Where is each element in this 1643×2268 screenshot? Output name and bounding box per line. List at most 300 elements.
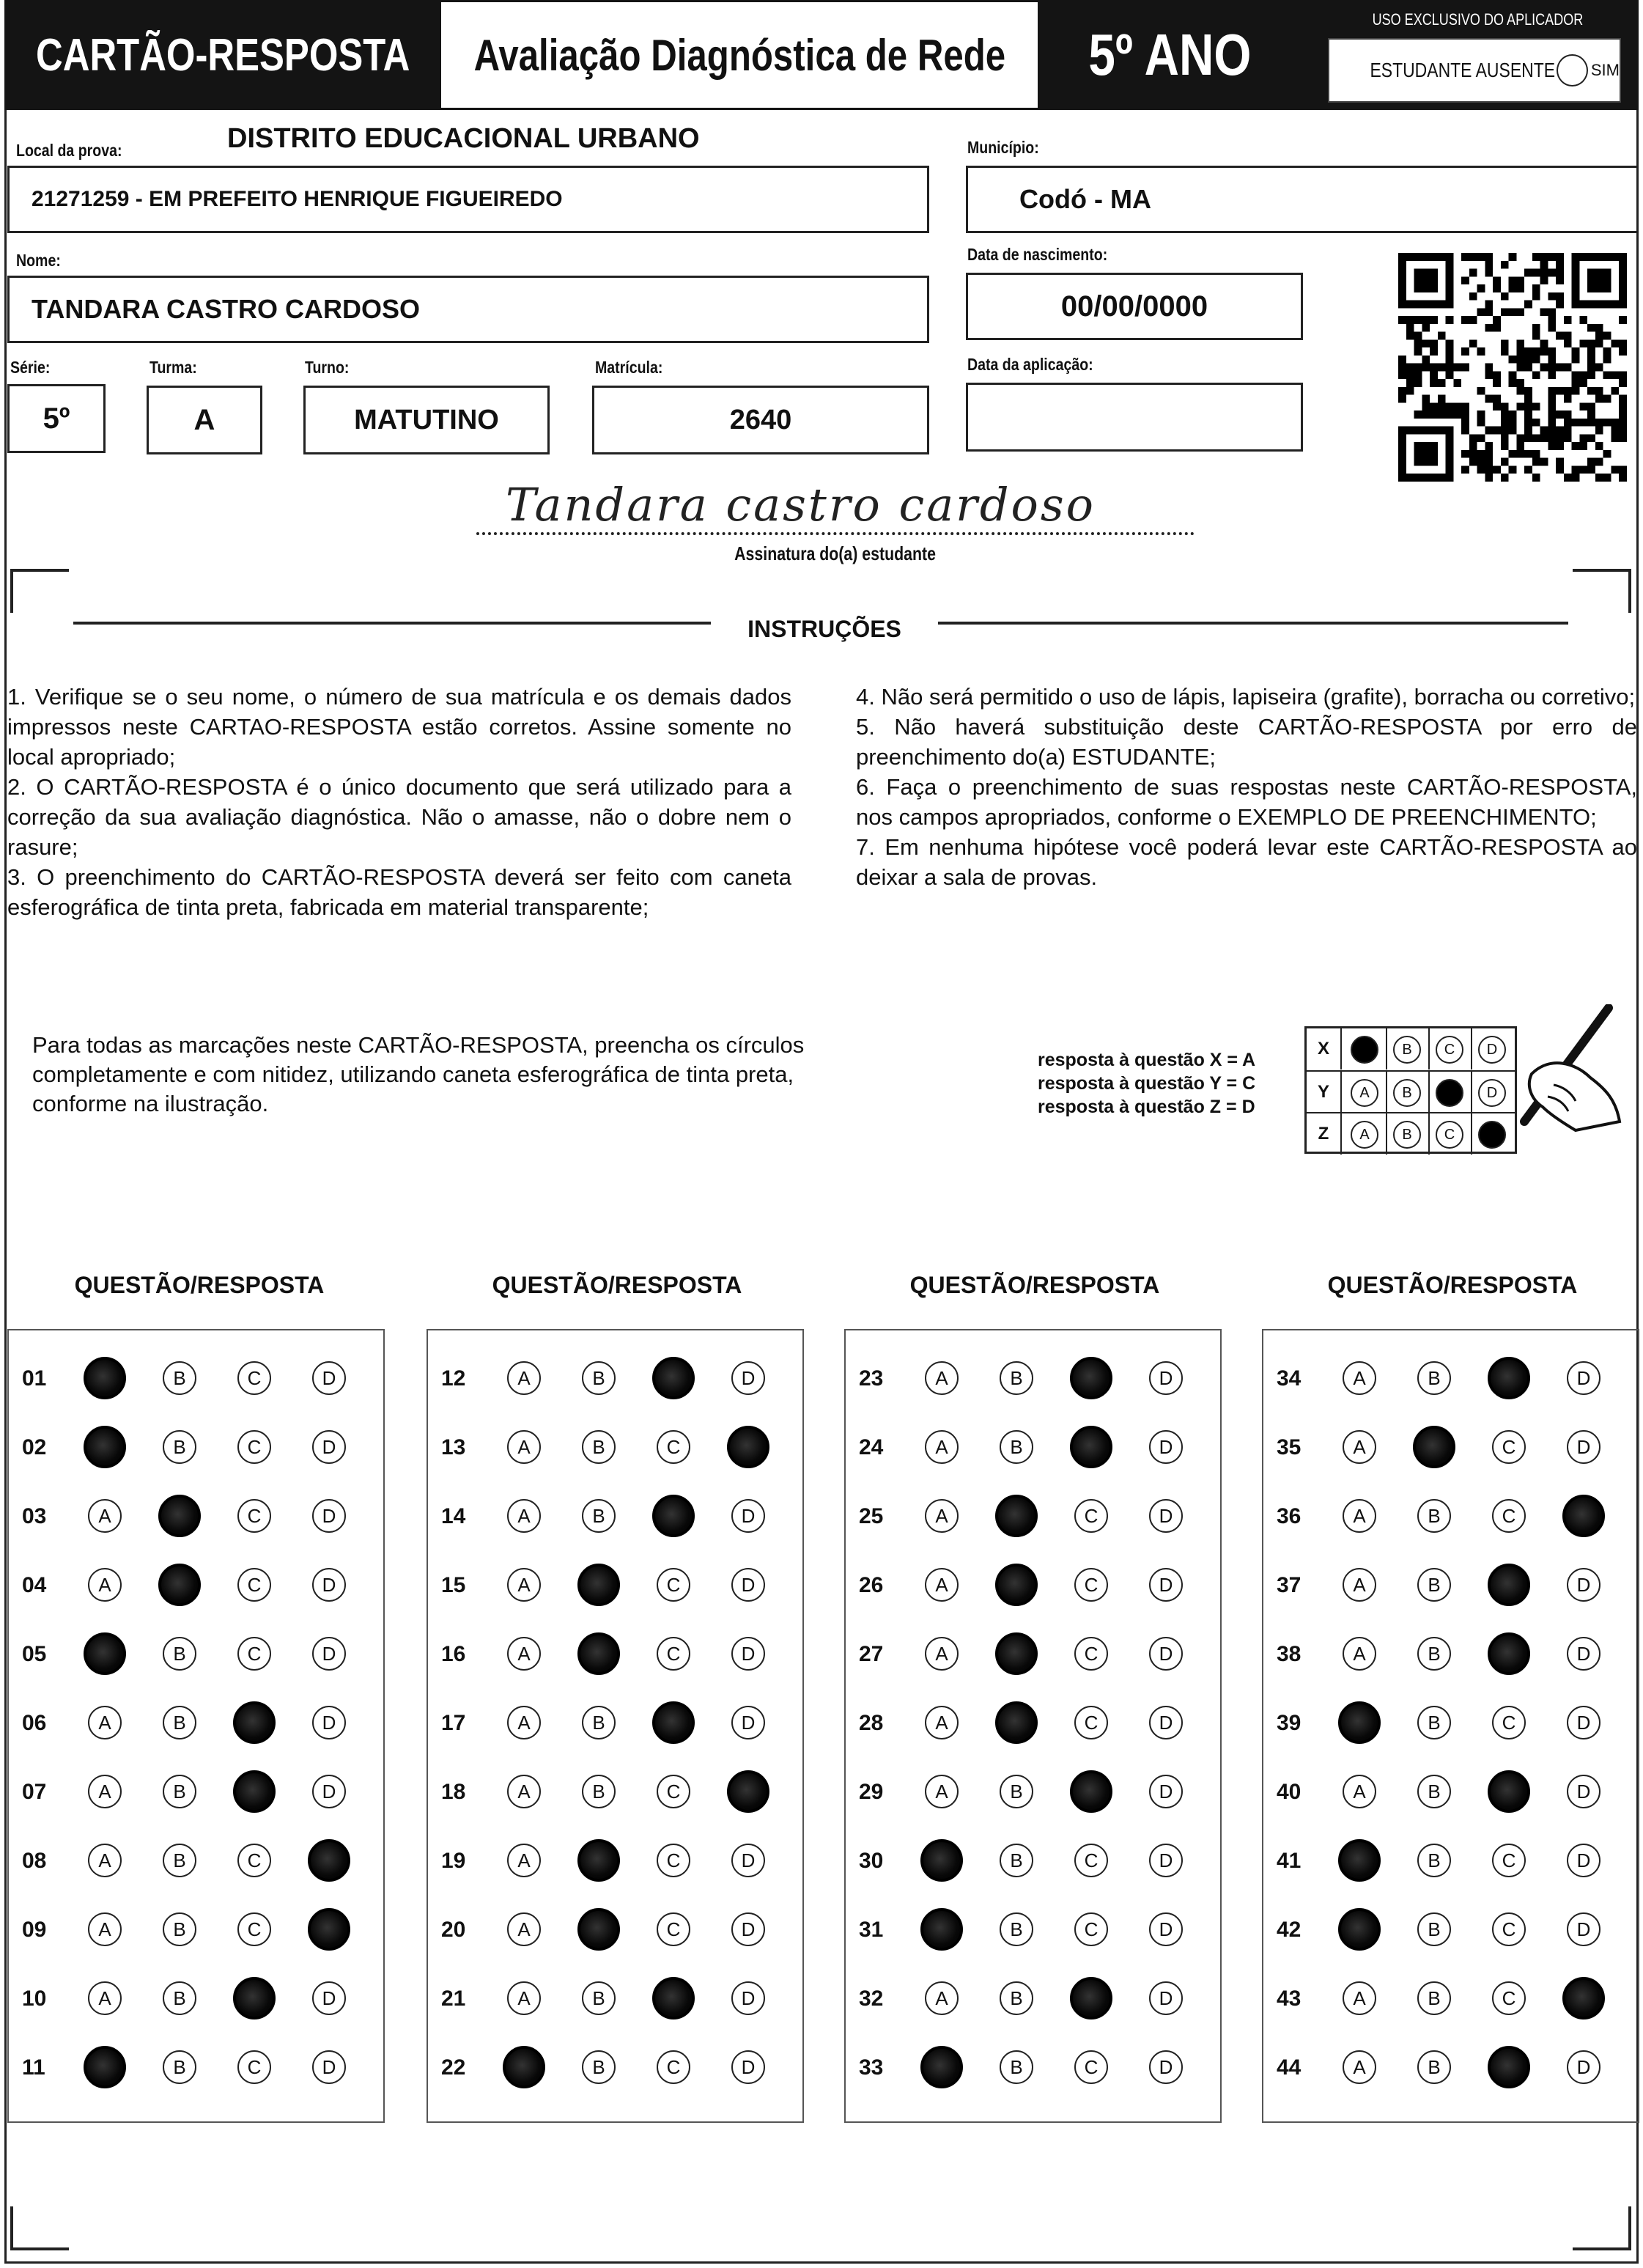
answer-bubble-a-marked[interactable] [84, 1357, 126, 1399]
instructions-rule-left [73, 622, 711, 625]
question-number: 07 [22, 1780, 47, 1804]
answer-bubble-c[interactable]: C [237, 1361, 271, 1395]
question-number: 44 [1277, 2055, 1302, 2080]
answer-bubble-c[interactable]: C [1074, 1499, 1108, 1533]
example-grid-divider [1428, 1072, 1430, 1113]
corner-mark-top-right [1573, 569, 1631, 613]
answer-row [428, 1357, 802, 1401]
answer-bubble-a[interactable]: A [507, 1706, 541, 1739]
answer-row [428, 1977, 802, 2021]
answer-bubble-d[interactable]: D [312, 1637, 346, 1671]
answer-bubble-d[interactable]: D [1149, 1637, 1183, 1671]
answer-bubble-b-marked[interactable] [577, 1908, 620, 1951]
question-number: 38 [1277, 1642, 1302, 1666]
answer-bubble-a[interactable]: A [1343, 1499, 1376, 1533]
absent-box [1328, 38, 1621, 103]
answer-bubble-a[interactable]: A [507, 1912, 541, 1946]
answer-bubble-c[interactable]: C [1074, 1844, 1108, 1877]
answer-bubble-c-marked[interactable] [1070, 1426, 1112, 1468]
answer-bubble-a-marked[interactable] [84, 1426, 126, 1468]
question-number: 31 [859, 1918, 884, 1942]
question-number: 39 [1277, 1711, 1302, 1735]
example-bubble-b: B [1393, 1036, 1421, 1064]
answer-bubble-c[interactable]: C [1492, 1499, 1526, 1533]
question-number: 05 [22, 1642, 47, 1666]
answer-bubble-a-marked[interactable] [84, 2046, 126, 2088]
answer-row [1263, 2046, 1638, 2090]
answer-bubble-d[interactable]: D [1149, 1568, 1183, 1602]
example-bubble-a [1351, 1036, 1378, 1064]
answer-bubble-d[interactable]: D [1567, 1844, 1600, 1877]
answer-bubble-b[interactable]: B [163, 1361, 196, 1395]
answer-bubble-b[interactable]: B [163, 1430, 196, 1464]
question-number: 25 [859, 1504, 884, 1528]
answer-bubble-d[interactable]: D [1149, 2050, 1183, 2084]
answer-bubble-a[interactable]: A [1343, 1430, 1376, 1464]
answer-bubble-c-marked[interactable] [1070, 1977, 1112, 2020]
answer-bubble-b[interactable]: B [1000, 1844, 1033, 1877]
question-number: 27 [859, 1642, 884, 1666]
answer-panel-2 [427, 1329, 804, 2123]
question-number: 14 [441, 1504, 466, 1528]
answer-bubble-a[interactable]: A [925, 1568, 959, 1602]
answer-row [846, 1839, 1220, 1883]
question-number: 34 [1277, 1366, 1302, 1391]
answer-row [428, 1564, 802, 1608]
instruction-7: 7. Em nenhuma hipótese você poderá levar este CARTÃO-RESPOSTA ao deixar a sala de provas. [856, 834, 1637, 890]
answer-bubble-c-marked[interactable] [1488, 1770, 1530, 1813]
answer-row [846, 1632, 1220, 1676]
answer-bubble-a-marked[interactable] [1338, 1908, 1381, 1951]
example-grid-divider [1471, 1072, 1472, 1113]
answer-bubble-c-marked[interactable] [652, 1357, 695, 1399]
answer-bubble-a[interactable]: A [1343, 1361, 1376, 1395]
answer-bubble-a[interactable]: A [1343, 1775, 1376, 1808]
answer-bubble-c[interactable]: C [1074, 1637, 1108, 1671]
answer-bubble-d[interactable]: D [312, 1981, 346, 2015]
answer-bubble-c[interactable]: C [1492, 1706, 1526, 1739]
answer-bubble-b[interactable]: B [1417, 1844, 1451, 1877]
answer-row [9, 1495, 383, 1539]
answer-row [846, 1564, 1220, 1608]
question-number: 29 [859, 1780, 884, 1804]
answer-bubble-d[interactable]: D [312, 1361, 346, 1395]
answer-row [1263, 1357, 1638, 1401]
answer-row [9, 1426, 383, 1470]
answer-bubble-c[interactable]: C [237, 2050, 271, 2084]
answer-bubble-a[interactable]: A [507, 1637, 541, 1671]
answer-bubble-b[interactable]: B [1000, 1361, 1033, 1395]
question-number: 42 [1277, 1918, 1302, 1942]
answer-bubble-d-marked[interactable] [727, 1426, 769, 1468]
answer-bubble-c[interactable]: C [237, 1637, 271, 1671]
answer-bubble-b[interactable]: B [163, 1912, 196, 1946]
answer-bubble-b[interactable]: B [1000, 1430, 1033, 1464]
answer-bubble-d[interactable]: D [312, 1706, 346, 1739]
answer-bubble-a[interactable]: A [1343, 1637, 1376, 1671]
question-number: 10 [22, 1987, 47, 2011]
example-grid-divider [1471, 1113, 1472, 1155]
answer-bubble-b-marked[interactable] [158, 1564, 201, 1606]
answer-row [1263, 1701, 1638, 1745]
answer-bubble-d[interactable]: D [731, 1912, 765, 1946]
turno-field [303, 386, 550, 454]
answer-bubble-a[interactable]: A [925, 1706, 959, 1739]
question-number: 32 [859, 1987, 884, 2011]
answer-bubble-d[interactable]: D [1567, 1361, 1600, 1395]
answer-bubble-b[interactable]: B [163, 1706, 196, 1739]
answer-bubble-a[interactable]: A [88, 1775, 122, 1808]
answer-bubble-a[interactable]: A [88, 1981, 122, 2015]
answer-bubble-b[interactable]: B [1417, 1775, 1451, 1808]
answer-bubble-c[interactable]: C [237, 1499, 271, 1533]
answer-row [428, 1770, 802, 1814]
instructions-title: INSTRUÇÕES [747, 616, 901, 642]
answer-bubble-b[interactable]: B [1417, 1706, 1451, 1739]
answer-bubble-b[interactable]: B [1417, 2050, 1451, 2084]
local-value: 21271259 - EM PREFEITO HENRIQUE FIGUEIREDO [32, 187, 563, 211]
answer-bubble-b-marked[interactable] [995, 1495, 1038, 1537]
answer-row [9, 1908, 383, 1952]
answer-bubble-d-marked[interactable] [727, 1770, 769, 1813]
municipio-field [966, 166, 1639, 233]
answer-bubble-d[interactable]: D [1149, 1430, 1183, 1464]
answer-bubble-c-marked[interactable] [652, 1495, 695, 1537]
answer-bubble-b[interactable]: B [1000, 2050, 1033, 2084]
answer-bubble-a[interactable]: A [925, 1981, 959, 2015]
question-number: 26 [859, 1573, 884, 1597]
answer-row [428, 1701, 802, 1745]
answer-bubble-a[interactable]: A [507, 1981, 541, 2015]
answer-bubble-c[interactable]: C [1492, 1844, 1526, 1877]
answer-bubble-a-marked[interactable] [920, 2046, 963, 2088]
answer-bubble-b[interactable]: B [1417, 1361, 1451, 1395]
answer-bubble-d[interactable]: D [731, 1637, 765, 1671]
answer-bubble-d[interactable]: D [731, 1706, 765, 1739]
municipio-label: Município: [967, 138, 1039, 157]
answer-row [846, 2046, 1220, 2090]
question-number: 40 [1277, 1780, 1302, 1804]
answer-bubble-b[interactable]: B [582, 1361, 616, 1395]
answer-bubble-c[interactable]: C [657, 1844, 690, 1877]
nascimento-label: Data de nascimento: [967, 245, 1108, 264]
answer-bubble-c[interactable]: C [1074, 1568, 1108, 1602]
instructions-right [856, 682, 1637, 892]
answer-row [846, 1977, 1220, 2021]
answer-bubble-b-marked[interactable] [577, 1839, 620, 1882]
answer-bubble-c-marked[interactable] [1488, 1564, 1530, 1606]
municipio-value: Codó - MA [1019, 184, 1151, 214]
question-number: 28 [859, 1711, 884, 1735]
answer-bubble-b-marked[interactable] [577, 1632, 620, 1675]
answer-bubble-d[interactable]: D [1149, 1775, 1183, 1808]
answer-panel-3 [844, 1329, 1222, 2123]
question-number: 15 [441, 1573, 466, 1597]
answer-bubble-d[interactable]: D [1149, 1981, 1183, 2015]
answer-bubble-c[interactable]: C [657, 2050, 690, 2084]
answer-bubble-a[interactable]: A [88, 1568, 122, 1602]
answer-bubble-b[interactable]: B [582, 1981, 616, 2015]
answer-bubble-a[interactable]: A [925, 1499, 959, 1533]
answer-bubble-c[interactable]: C [1074, 2050, 1108, 2084]
answer-bubble-a[interactable]: A [925, 1361, 959, 1395]
question-number: 43 [1277, 1987, 1302, 2011]
answer-bubble-b-marked[interactable] [158, 1495, 201, 1537]
answer-bubble-c[interactable]: C [657, 1568, 690, 1602]
answer-bubble-d[interactable]: D [731, 1844, 765, 1877]
question-number: 16 [441, 1642, 466, 1666]
answer-row [428, 1426, 802, 1470]
answer-bubble-c-marked[interactable] [233, 1701, 276, 1744]
question-number: 03 [22, 1504, 47, 1528]
answer-bubble-d[interactable]: D [1149, 1361, 1183, 1395]
answer-bubble-d-marked[interactable] [308, 1839, 350, 1882]
answer-bubble-b[interactable]: B [163, 1844, 196, 1877]
question-number: 04 [22, 1573, 47, 1597]
answer-bubble-a[interactable]: A [507, 1844, 541, 1877]
example-row-label: Y [1307, 1072, 1342, 1113]
signature-label: Assinatura do(a) estudante [734, 542, 937, 564]
answer-bubble-c-marked[interactable] [1488, 1357, 1530, 1399]
answer-row [1263, 1426, 1638, 1470]
question-number: 08 [22, 1849, 47, 1873]
answer-row [9, 1839, 383, 1883]
question-number: 12 [441, 1366, 466, 1391]
nome-label: Nome: [16, 251, 61, 270]
question-number: 21 [441, 1987, 466, 2011]
answer-bubble-c[interactable]: C [657, 1912, 690, 1946]
answer-bubble-a[interactable]: A [88, 1844, 122, 1877]
answer-bubble-a[interactable]: A [925, 1430, 959, 1464]
answer-bubble-c-marked[interactable] [1488, 2046, 1530, 2088]
question-number: 20 [441, 1918, 466, 1942]
example-bubble-a: A [1351, 1079, 1378, 1107]
signature-handwriting: Tandara castro cardoso [506, 478, 1096, 531]
answer-bubble-b[interactable]: B [1000, 1912, 1033, 1946]
answer-row [428, 1632, 802, 1676]
answer-bubble-a[interactable]: A [507, 1430, 541, 1464]
answer-bubble-c[interactable]: C [657, 1637, 690, 1671]
answer-row [846, 1426, 1220, 1470]
question-number: 11 [22, 2055, 45, 2080]
exam-title: Avaliação Diagnóstica de Rede [473, 30, 1005, 80]
instructions-left [7, 682, 791, 922]
answer-bubble-b[interactable]: B [163, 2050, 196, 2084]
answer-bubble-b[interactable]: B [582, 1499, 616, 1533]
answer-bubble-c-marked[interactable] [652, 1977, 695, 2020]
answer-bubble-c-marked[interactable] [1070, 1357, 1112, 1399]
question-number: 23 [859, 1366, 884, 1391]
answer-row [9, 1701, 383, 1745]
answer-bubble-a[interactable]: A [507, 1775, 541, 1808]
answer-bubble-d[interactable]: D [1567, 1637, 1600, 1671]
answer-bubble-b[interactable]: B [163, 1981, 196, 2015]
answer-bubble-a-marked[interactable] [503, 2046, 545, 2088]
answer-bubble-c[interactable]: C [1492, 1430, 1526, 1464]
question-number: 06 [22, 1711, 47, 1735]
serie-field [7, 384, 106, 453]
answer-bubble-c-marked[interactable] [1070, 1770, 1112, 1813]
answer-bubble-b-marked[interactable] [995, 1701, 1038, 1744]
answer-bubble-b[interactable]: B [582, 1430, 616, 1464]
turma-label: Turma: [149, 358, 197, 377]
answer-bubble-a[interactable]: A [88, 1912, 122, 1946]
example-answer-z: resposta à questão Z = D [1038, 1097, 1255, 1117]
answer-bubble-a[interactable]: A [1343, 1568, 1376, 1602]
example-text: Para todas as marcações neste CARTÃO-RESPOSTA, preencha os círculos completamente e com nitidez, utilizando caneta esferográfica de tinta preta, conforme na ilustração. [32, 1032, 805, 1116]
answer-bubble-b[interactable]: B [1417, 1637, 1451, 1671]
matricula-value: 2640 [729, 404, 792, 435]
example-bubble-c [1436, 1079, 1463, 1107]
answer-bubble-c-marked[interactable] [233, 1770, 276, 1813]
answer-row [846, 1770, 1220, 1814]
answer-bubble-d[interactable]: D [312, 1499, 346, 1533]
grade-title: 5º ANO [1088, 22, 1252, 87]
answer-bubble-d-marked[interactable] [308, 1908, 350, 1951]
answer-bubble-c-marked[interactable] [652, 1701, 695, 1744]
local-label: Local da prova: [16, 141, 122, 160]
answer-bubble-c[interactable]: C [237, 1430, 271, 1464]
example-bubble-b: B [1393, 1121, 1421, 1149]
answer-bubble-a-marked[interactable] [920, 1908, 963, 1951]
question-number: 37 [1277, 1573, 1302, 1597]
question-number: 35 [1277, 1435, 1302, 1459]
answer-panel-4 [1262, 1329, 1639, 2123]
answer-bubble-b-marked[interactable] [995, 1632, 1038, 1675]
answer-row [1263, 1908, 1638, 1952]
answer-bubble-a-marked[interactable] [84, 1632, 126, 1675]
answer-bubble-a[interactable]: A [507, 1568, 541, 1602]
answer-bubble-c[interactable]: C [237, 1568, 271, 1602]
answer-row [1263, 1632, 1638, 1676]
example-grid-divider [1386, 1028, 1387, 1069]
answer-row [9, 1632, 383, 1676]
answer-bubble-a[interactable]: A [507, 1499, 541, 1533]
answer-bubble-d[interactable]: D [731, 1499, 765, 1533]
answer-bubble-d[interactable]: D [731, 1568, 765, 1602]
answer-bubble-c[interactable]: C [1074, 1912, 1108, 1946]
answer-bubble-a-marked[interactable] [1338, 1839, 1381, 1882]
answer-bubble-d[interactable]: D [731, 1981, 765, 2015]
corner-mark-top-left [10, 569, 69, 613]
example-answers [1038, 1048, 1255, 1119]
answer-bubble-d[interactable]: D [312, 2050, 346, 2084]
answer-bubble-b[interactable]: B [163, 1637, 196, 1671]
question-number: 19 [441, 1849, 466, 1873]
answer-bubble-b[interactable]: B [1000, 1775, 1033, 1808]
answer-bubble-d[interactable]: D [1149, 1499, 1183, 1533]
instruction-1: 1. Verifique se o seu nome, o número de sua matrícula e os demais dados impressos neste CARTAO-RESPOSTA estão corretos. Assine somente no local apropriado; [7, 684, 791, 770]
grade-title-bar [1038, 0, 1302, 110]
answer-bubble-a[interactable]: A [88, 1499, 122, 1533]
answer-row [1263, 1564, 1638, 1608]
answer-row [9, 1977, 383, 2021]
answer-bubble-d[interactable]: D [1567, 1775, 1600, 1808]
answer-bubble-c[interactable]: C [237, 1912, 271, 1946]
question-number: 01 [22, 1366, 47, 1391]
answer-bubble-c[interactable]: C [1074, 1706, 1108, 1739]
example-row-label: X [1307, 1028, 1342, 1069]
answer-bubble-a[interactable]: A [1343, 2050, 1376, 2084]
instruction-2: 2. O CARTÃO-RESPOSTA é o único documento que será utilizado para a correção da sua avaliação diagnóstica. Não o amasse, não o dobre nem o rasure; [7, 774, 791, 860]
answer-bubble-c[interactable]: C [657, 1430, 690, 1464]
answer-bubble-d[interactable]: D [1567, 2050, 1600, 2084]
answer-bubble-d[interactable]: D [1149, 1706, 1183, 1739]
answer-bubble-d[interactable]: D [1567, 1430, 1600, 1464]
absent-checkbox[interactable] [1557, 54, 1588, 86]
answer-bubble-b[interactable]: B [582, 2050, 616, 2084]
answer-bubble-d[interactable]: D [1567, 1912, 1600, 1946]
answer-bubble-b[interactable]: B [582, 1775, 616, 1808]
answer-bubble-a[interactable]: A [925, 1775, 959, 1808]
absent-yes-label: SIM [1590, 61, 1620, 79]
answer-bubble-c[interactable]: C [237, 1844, 271, 1877]
answer-bubble-b[interactable]: B [1417, 1568, 1451, 1602]
answer-bubble-a[interactable]: A [88, 1706, 122, 1739]
answer-bubble-b[interactable]: B [1417, 1499, 1451, 1533]
answer-bubble-a[interactable]: A [1343, 1981, 1376, 2015]
answer-bubble-c-marked[interactable] [1488, 1632, 1530, 1675]
answer-row [9, 1564, 383, 1608]
answer-bubble-c[interactable]: C [1492, 1912, 1526, 1946]
nascimento-field [966, 273, 1303, 340]
answer-bubble-b[interactable]: B [1417, 1981, 1451, 2015]
question-number: 02 [22, 1435, 47, 1459]
answer-row [428, 2046, 802, 2090]
answer-bubble-a[interactable]: A [507, 1361, 541, 1395]
answer-bubble-b[interactable]: B [1417, 1912, 1451, 1946]
signature-line [476, 532, 1195, 535]
answer-row [1263, 1770, 1638, 1814]
answer-row [846, 1908, 1220, 1952]
answer-bubble-b-marked[interactable] [1413, 1426, 1455, 1468]
answer-bubble-d[interactable]: D [1567, 1706, 1600, 1739]
answer-bubble-d-marked[interactable] [1562, 1977, 1605, 2020]
question-number: 17 [441, 1711, 466, 1735]
answer-bubble-b-marked[interactable] [577, 1564, 620, 1606]
instructions-rule-right [938, 622, 1568, 625]
column-title-4: QUESTÃO/RESPOSTA [1327, 1272, 1578, 1298]
answer-row [428, 1495, 802, 1539]
turno-label: Turno: [305, 358, 350, 377]
answer-bubble-d[interactable]: D [731, 1361, 765, 1395]
answer-bubble-a[interactable]: A [925, 1637, 959, 1671]
answer-bubble-b[interactable]: B [1000, 1981, 1033, 2015]
example-bubble-c: C [1436, 1036, 1463, 1064]
answer-bubble-d[interactable]: D [312, 1430, 346, 1464]
answer-bubble-d[interactable]: D [1149, 1844, 1183, 1877]
example-answer-x: resposta à questão X = A [1038, 1050, 1256, 1070]
question-number: 09 [22, 1918, 47, 1942]
answer-bubble-c[interactable]: C [657, 1775, 690, 1808]
answer-bubble-b-marked[interactable] [995, 1564, 1038, 1606]
answer-bubble-d[interactable]: D [1149, 1912, 1183, 1946]
answer-bubble-d[interactable]: D [312, 1775, 346, 1808]
answer-bubble-b[interactable]: B [163, 1775, 196, 1808]
exam-title-bar [441, 0, 1038, 110]
answer-bubble-b[interactable]: B [582, 1706, 616, 1739]
answer-bubble-d[interactable]: D [312, 1568, 346, 1602]
answer-bubble-a-marked[interactable] [920, 1839, 963, 1882]
answer-bubble-d[interactable]: D [1567, 1568, 1600, 1602]
answer-bubble-d[interactable]: D [731, 2050, 765, 2084]
question-number: 36 [1277, 1504, 1302, 1528]
answer-bubble-d-marked[interactable] [1562, 1495, 1605, 1537]
answer-bubble-c-marked[interactable] [233, 1977, 276, 2020]
answer-bubble-c[interactable]: C [1492, 1981, 1526, 2015]
answer-bubble-a-marked[interactable] [1338, 1701, 1381, 1744]
turno-value: MATUTINO [354, 404, 499, 435]
